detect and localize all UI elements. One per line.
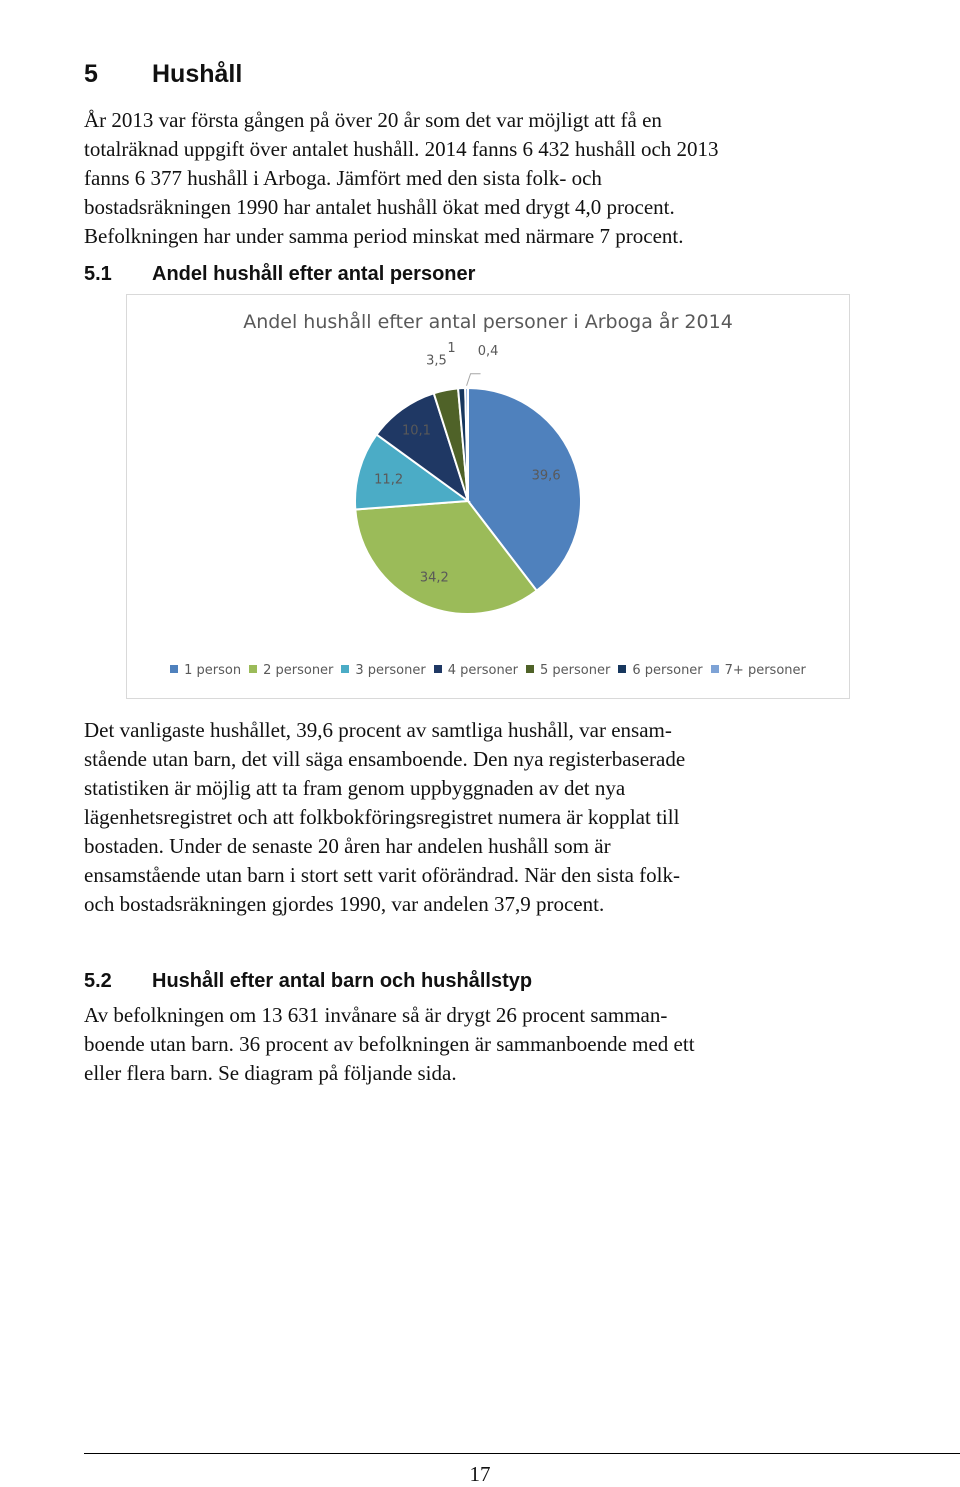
data-label-2: 34,2 (419, 570, 449, 586)
section-title: Hushåll (152, 60, 243, 88)
legend-label: 1 person (184, 663, 242, 678)
legend-swatch-icon (434, 665, 442, 673)
middle-line: stående utan barn, det vill säga ensamboende. Den nya registerbaserade (84, 747, 686, 771)
intro-line: Befolkningen har under samma period minskat med närmare 7 procent. (84, 224, 684, 248)
legend-swatch-icon (711, 665, 719, 673)
legend-label: 4 personer (447, 663, 519, 678)
intro-line: bostadsräkningen 1990 har antalet hushåll ökat med drygt 4,0 procent. (84, 195, 675, 219)
middle-paragraph (84, 716, 884, 919)
legend-label: 3 personer (355, 663, 426, 678)
middle-line: statistiken är möjlig att ta fram genom uppbyggnaden av det nya (84, 776, 626, 800)
legend-label: 7+ personer (724, 663, 806, 678)
legend-swatch-icon (170, 665, 178, 673)
legend-swatch-icon (249, 665, 257, 673)
middle-line: Det vanligaste hushållet, 39,6 procent av samtliga hushåll, var ensam- (84, 718, 672, 742)
data-label-6: 1 (447, 341, 456, 357)
intro-line: totalräknad uppgift över antalet hushåll. 2014 fanns 6 432 hushåll och 2013 (84, 137, 719, 161)
middle-line: lägenhetsregistret och att folkbokföringsregistret numera är kopplat till (84, 805, 680, 829)
subsection-number: 5.1 (84, 263, 112, 285)
legend-label: 6 personer (632, 663, 703, 678)
legend-swatch-icon (618, 665, 626, 673)
middle-line: ensamstående utan barn i stort sett varit oförändrad. När den sista folk- (84, 863, 680, 887)
pie-chart (127, 295, 849, 655)
legend-label: 5 personer (540, 663, 611, 678)
chart-title: Andel hushåll efter antal personer i Arboga år 2014 (243, 311, 733, 333)
subsection-title: Andel hushåll efter antal personer (152, 263, 476, 285)
section-number: 5 (84, 60, 98, 88)
section-heading (84, 60, 242, 89)
page-number: 17 (469, 1462, 491, 1486)
middle-line: bostaden. Under de senaste 20 åren har andelen hushåll som är (84, 834, 611, 858)
legend-swatch-icon (341, 665, 349, 673)
legend-item-1 (170, 663, 241, 678)
middle-line: och bostadsräkningen gjordes 1990, var andelen 37,9 procent. (84, 892, 605, 916)
data-label-1: 39,6 (531, 468, 561, 484)
footer-divider (84, 1453, 960, 1454)
legend-item-4 (434, 663, 518, 678)
leader-line-7 (467, 374, 481, 386)
last-line: Av befolkningen om 13 631 invånare så är drygt 26 procent samman- (84, 1003, 668, 1027)
subsection-number: 5.2 (84, 970, 112, 992)
legend-swatch-icon (526, 665, 534, 673)
intro-line: År 2013 var första gången på över 20 år som det var möjligt att få en (84, 108, 662, 132)
data-label-7: 0,4 (477, 343, 499, 359)
intro-line: fanns 6 377 hushåll i Arboga. Jämfört med den sista folk- och (84, 166, 602, 190)
legend-item-5 (526, 663, 610, 678)
legend-item-3 (341, 663, 425, 678)
data-label-3: 11,2 (374, 472, 404, 488)
intro-paragraph (84, 106, 884, 251)
last-line: boende utan barn. 36 procent av befolkningen är sammanboende med ett (84, 1032, 695, 1056)
legend-label: 2 personer (263, 663, 334, 678)
subsection-title: Hushåll efter antal barn och hushållstyp (152, 970, 533, 992)
subsection-heading-5-2 (84, 970, 532, 993)
legend-item-6 (618, 663, 702, 678)
last-line: eller flera barn. Se diagram på följande sida. (84, 1061, 457, 1085)
data-label-5: 3,5 (426, 353, 447, 369)
last-paragraph (84, 1001, 884, 1088)
legend-item-7 (711, 663, 806, 678)
data-label-4: 10,1 (401, 423, 431, 439)
pie-chart-container (126, 294, 850, 699)
subsection-heading-5-1 (84, 263, 475, 286)
chart-legend (127, 663, 849, 678)
legend-item-2 (249, 663, 333, 678)
